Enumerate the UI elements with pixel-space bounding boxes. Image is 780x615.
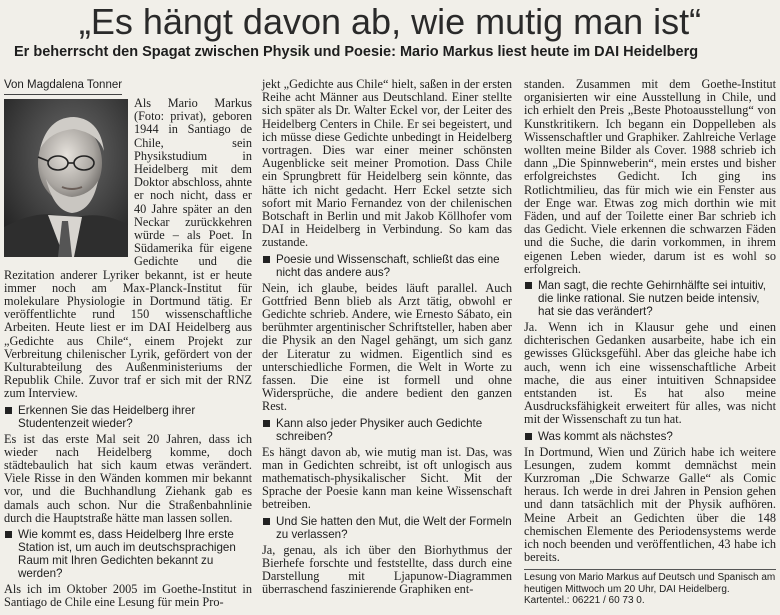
answer-7: In Dortmund, Wien und Zürich habe ich weitere Lesungen, zudem kommt demnächst mein Kurzroman „Die Schwarze Galle“ als Comic heraus. Ich werde in drei Jahren in Pension gehen und dann tatsächlich mit der Physik aufhören. Meine Arbeit an Gedichten über die 148 chemischen Elemente des Periodensystems werde ich noch beenden und veröffentlichen, 43 habe ich bereits. [524, 444, 776, 565]
question-marker-icon [263, 420, 270, 427]
question-marker-icon [5, 407, 12, 414]
question-3 [262, 253, 512, 279]
subheadline: Er beherrscht den Spagat zwischen Physik und Poesie: Mario Markus liest heute im DAI Heidelberg [14, 44, 699, 60]
continued-paragraph: standen. Zusammen mit dem Goethe-Institut organisierten wir eine Ausstellung in Chile, und ich erhielt den Preis „Beste Photoausstellung“ von Kunstkritikern. Ich begann ein Doppelleben als Wissenschaftler und Graphiker. Zahlreiche Verlage wollten meine Bilder als Cover. 1988 schrieb ich dann „Die Spinnweberin“, mein erstes und bisher erfolgreichstes Gedicht. Ich ging ins Rotlichtmilieu, das für mich wie ein Fenster aus der Enge war. Etwas zog mich dorthin wie mit Fäden, und auf der Toilette einer Bar schrieb ich das Gedicht. Viele erkennen die schwarzen Fäden und die Suche, die darin vorkommen, in ihrem eigenen Leben wieder, darum ist es wohl so erfolgreich. [524, 77, 776, 276]
question-5 [262, 515, 512, 541]
question-marker-icon [525, 433, 532, 440]
question-text: Erkennen Sie das Heidelberg ihrer Studentenzeit wieder? [18, 403, 196, 430]
author-photo [4, 99, 128, 257]
byline: Von Magdalena Tonner [4, 79, 122, 95]
answer-2: Als ich im Oktober 2005 im Goethe-Institut in Santiago de Chile eine Lesung für mein Pro- [4, 582, 252, 610]
question-text: Und Sie hatten den Mut, die Welt der Formeln zu verlassen? [276, 514, 512, 541]
question-marker-icon [5, 531, 12, 538]
answer-3: Nein, ich glaube, beides läuft parallel. Auch Gottfried Benn blieb als Arzt tätig, obwohl er Gedichte schrieb. Andere, wie Ernesto Sábato, ein berühmter argentinischer Schriftsteller, haben aber die Physik an den Nagel gehängt, um sich ganz der Literatur zu widmen. Eigentlich sind es unterschiedliche Formen, die Welt in Worte zu fassen. Die eine ist formell und ohne Widersprüche, die andere bedient den ganzen Rest. [262, 280, 512, 414]
question-2 [4, 528, 252, 580]
intro-paragraph: Als Mario Markus (Foto: privat), geboren 1944 in Santiago de Chile, sein Physikstudium in Heidelberg mit dem Doktor abschloss, ahnte er noch nicht, dass er 40 Jahre später an den Neckar zurückkehren würde – als Poet. In Südamerika für eigene Gedichte und die Rezitation anderer Lyriker bekannt, ist er heute immer noch am Max-Planck-Institut für molekulare Physiologie in Dortmund tätig. Er veröffentlichte rund 150 wissenschaftliche Arbeiten. Heute liest er im DAI Heidelberg aus „Gedichte aus Chile“, einem Projekt zur Verbreitung chilenischer Lyrik, gefördert von der Kulturabteilung des Außenministeriums der Republik Chile. Zuvor traf er sich mit der RNZ zum Interview. [4, 96, 252, 401]
answer-4: Es hängt davon ab, wie mutig man ist. Das, was man in Gedichten schreibt, ist oft unlogisch aus mathematisch-physikalischer Sicht. Mit der Sprache der Poesie kann man keine Wissenschaft betreiben. [262, 444, 512, 512]
column-2 [262, 78, 512, 598]
question-1 [4, 404, 252, 430]
question-marker-icon [525, 282, 532, 289]
question-text: Kann also jeder Physiker auch Gedichte schreiben? [276, 416, 483, 443]
question-7 [524, 430, 776, 443]
portrait-image [4, 99, 128, 257]
answer-6: Ja. Wenn ich in Klausur gehe und einen dichterischen Gedanken ausarbeite, habe ich ein gewisses Glücksgefühl. Aber das gleiche habe ich auch, wenn ich eine wissenschaftliche Arbeit mache, die aus einer intuitiven Schnapsidee entstanden ist. Es hat also meine Ausdrucksfähigkeit erweitert für alles, was nicht mit der Wissenschaft zu tun hat. [524, 320, 776, 427]
footnote-divider [524, 569, 776, 570]
answer-5: Ja, genau, als ich über den Biorhythmus der Bierhefe forschte und feststellte, dass durch eine Darstellung mit Ljapunow-Diagrammen überraschend faszinierende Graphiken ent- [262, 542, 512, 597]
question-text: Man sagt, die rechte Gehirnhälfte sei intuitiv, die linke rational. Sie nutzen beide intensiv, hat sie das verändert? [538, 279, 766, 319]
question-6 [524, 279, 776, 318]
continued-paragraph: jekt „Gedichte aus Chile“ hielt, saßen in der ersten Reihe acht Männer aus Deutschland. Einer stellte sich später als Dr. Walter Eckel vor, der Leiter des Heidelberg Centers in Chile. Er sei begeistert, und ich müsse diese Gedichte unbedingt in Heidelberg vortragen. Dies war einer meiner schönsten Augenblicke seit meiner Promotion. Dass Chile ein Sprungbrett für Heidelberg sein könnte, das hätte ich nicht gedacht. Herr Eckel setzte sich sofort mit Mario Fernandez von der chilenischen Botschaft in Berlin und mit Jakob Köllhofer vom DAI in Heidelberg in Verbindung. So kam das zustande. [262, 77, 512, 250]
column-1 [4, 78, 252, 611]
headline: „Es hängt davon ab, wie mutig man ist“ [78, 1, 702, 42]
event-footnote: Lesung von Mario Markus auf Deutsch und Spanisch am heutigen Mittwoch um 20 Uhr, DAI Heidelberg. Kartentel.: 06221 / 60 73 0. [524, 572, 776, 606]
question-marker-icon [263, 256, 270, 263]
answer-1: Es ist das erste Mal seit 20 Jahren, dass ich wieder nach Heidelberg komme, doch städtebaulich hat sich kaum etwas verändert. Viele Risse in den Wänden kommen mir bekannt vor, und die Buchhandlung Ziehank gab es damals auch schon. Nur die Straßenbahnlinie durch die Hauptstraße hätte man lassen sollen. [4, 431, 252, 525]
question-marker-icon [263, 518, 270, 525]
question-text: Wie kommt es, dass Heidelberg Ihre erste Station ist, um auch im deutschsprachigen Raum mit Ihren Gedichten bekannt zu werden? [18, 528, 236, 581]
column-3 [524, 78, 776, 566]
question-4 [262, 417, 512, 443]
question-text: Poesie und Wissenschaft, schließt das eine nicht das andere aus? [276, 252, 500, 279]
question-text: Was kommt als nächstes? [538, 429, 673, 443]
